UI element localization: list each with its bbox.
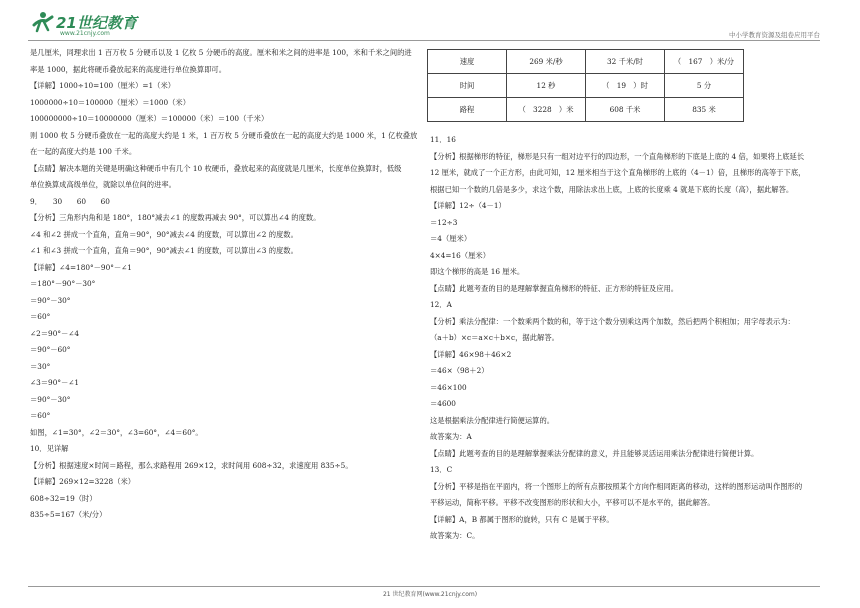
question-number: 9． 30 60 60	[30, 196, 110, 206]
text-line: 是几厘米，同理求出 1 百万枚 5 分硬币以及 1 亿枚 5 分硬币的高度。厘米和米之间的进率是 100，米和千米之间的进	[30, 48, 412, 57]
text-line: ＝46×（98＋2）	[430, 366, 489, 375]
table-cell: 12 秒	[507, 74, 586, 98]
right-column	[430, 132, 830, 545]
text-line: ＝4（厘米）	[430, 234, 472, 243]
table-cell: 608 千米	[586, 98, 665, 122]
text-line: 这是根据乘法分配律进行简便运算的。	[430, 415, 555, 425]
brand-url: www.21cnjy.com	[60, 30, 110, 37]
text-line: 率是 1000，据此将硬币叠放起来的高度进行单位换算即可。	[30, 64, 227, 74]
text-line: 根据已知一个数的几倍是多少，求这个数，用除法求出上底，上底的长度乘 4 就是下底的长度（高），据此解答。	[430, 184, 794, 194]
text-line: 835÷5=167（米/分）	[30, 510, 107, 519]
question-number: 12．A	[430, 300, 452, 309]
text-line: 【点睛】此题考查的目的是理解掌握直角梯形的特征、正方形的特征及应用。	[430, 283, 679, 293]
table-cell: 速度	[428, 50, 507, 74]
text-line: 4×4=16（厘米）	[430, 250, 490, 260]
text-line: ＝60°	[30, 411, 51, 420]
text-line: ＝90°－60°	[30, 345, 71, 354]
text-line: 100000000÷10＝10000000（厘米）＝100000（米）＝100（千米）	[30, 114, 269, 123]
text-line: 【分析】乘法分配律：一个数乘两个数的和，等于这个数分别乘这两个加数，然后把两个积相加；用字母表示为：	[430, 316, 795, 326]
text-line: 12 厘米，就成了一个正方形，由此可知，12 厘米相当于这个直角梯形的上底的（4－1）倍，且梯形的高等于下底，	[430, 168, 806, 177]
text-line: 【详解】A，B 都属于图形的旋转，只有 C 是属于平移。	[430, 514, 614, 524]
text-line: ∠1 和∠3 拼成一个直角，直角＝90°，90°减去∠1 的度数，可以算出∠3 的度数。	[30, 246, 298, 255]
text-line: 则 1000 枚 5 分硬币叠放在一起的高度大约是 1 米，1 百万枚 5 分硬币叠放在一起的高度大约是 1000 米，1 亿枚叠放	[30, 130, 418, 140]
text-line: ∠4 和∠2 拼成一个直角，直角＝90°，90°减去∠4 的度数，可以算出∠2 的度数。	[30, 229, 298, 239]
text-line: 1000000÷10＝100000（厘米）＝1000（米）	[30, 97, 190, 107]
text-line: 608÷32=19（时）	[30, 493, 97, 503]
text-line: 如图，∠1=30°，∠2＝30°，∠3=60°，∠4＝60°。	[30, 427, 203, 437]
text-line: 【分析】三角形内角和是 180°，180°减去∠1 的度数再减去 90°，可以算出∠4 的度数。	[30, 213, 321, 222]
site-logo	[30, 9, 140, 37]
text-line: ＝90°－30°	[30, 394, 71, 404]
footer-divider	[28, 586, 820, 587]
speed-time-distance-table	[427, 49, 744, 122]
question-number: 13．C	[430, 465, 453, 474]
question-number: 11．16	[430, 135, 456, 144]
text-line: 【详解】269×12=3228（米）	[30, 477, 136, 486]
table-row	[428, 50, 744, 74]
table-row	[428, 74, 744, 98]
table-cell: （ 167 ）米/分	[665, 50, 744, 74]
table-cell: （ 3228 ）米	[507, 98, 586, 122]
text-line: 【分析】平移是指在平面内，将一个图形上的所有点都按照某个方向作相同距离的移动，这样的图形运动叫作图形的	[430, 481, 803, 491]
text-line: ∠3＝90°－∠1	[30, 378, 80, 387]
table-cell: 5 分	[665, 74, 744, 98]
table-cell: 269 米/秒	[507, 50, 586, 74]
text-line: 故答案为：C。	[430, 531, 480, 540]
text-line: 【详解】∠4=180°－90°－∠1	[30, 262, 132, 272]
table-cell: 路程	[428, 98, 507, 122]
text-line: 【分析】根据速度×时间＝路程，那么求路程用 269×12，求时间用 608÷32，求速度用 835÷5。	[30, 460, 353, 470]
table-row	[428, 98, 744, 122]
table-cell: 时间	[428, 74, 507, 98]
text-line: 【点睛】解决本题的关键是明确这种硬币中有几个 10 枚硬币，叠放起来的高度就是几厘米，长度单位换算时，低级	[30, 163, 402, 173]
text-line: ＝12÷3	[430, 217, 458, 227]
text-line: 平移运动，简称平移。平移不改变图形的形状和大小，平移可以不是水平的，据此解答。	[430, 498, 715, 507]
text-line: 单位换算成高级单位，就除以单位间的进率。	[30, 180, 176, 189]
text-line: ＝4600	[430, 399, 456, 408]
question-number: 10．见详解	[30, 444, 69, 453]
header-platform-text: 中小学教育资源及组卷应用平台	[729, 31, 820, 39]
table-cell: 835 米	[665, 98, 744, 122]
text-line: 故答案为：A	[430, 432, 472, 441]
text-line: 【详解】1000÷10=100（厘米）=1（米）	[30, 81, 176, 90]
text-line: ＝180°－90°－30°	[30, 279, 96, 288]
text-line: 在一起的高度大约是 100 千米。	[30, 147, 137, 156]
text-line: 【分析】根据梯形的特征，梯形是只有一组对边平行的四边形，一个直角梯形的下底是上底的 4 倍，如果将上底延长	[430, 151, 805, 161]
text-line: 【详解】46×98＋46×2	[430, 349, 512, 359]
brand-name: 21世纪教育	[56, 14, 137, 32]
text-line: ＝30°	[30, 361, 51, 371]
table-cell: （ 19 ）时	[586, 74, 665, 98]
text-line: ∠2＝90°－∠4	[30, 328, 80, 338]
text-line: 【点睛】此题考查的目的是理解掌握乘法分配律的意义，并且能够灵活运用乘法分配律进行简便计算。	[430, 448, 759, 458]
header-divider	[28, 40, 820, 41]
text-line: 【详解】12÷（4－1）	[430, 201, 506, 210]
text-line: ＝46×100	[430, 382, 467, 392]
text-line: ＝60°	[30, 312, 51, 321]
text-line: 即这个梯形的高是 16 厘米。	[430, 267, 525, 276]
runner-logo-icon	[30, 11, 56, 33]
text-line: （a＋b）×c＝a×c＋b×c，据此解答。	[430, 333, 559, 342]
footer-text: 21 世纪教育网(www.21cnjy.com)	[382, 591, 478, 598]
text-line: ＝90°－30°	[30, 295, 71, 305]
left-column	[30, 45, 418, 524]
table-cell: 32 千米/时	[586, 50, 665, 74]
